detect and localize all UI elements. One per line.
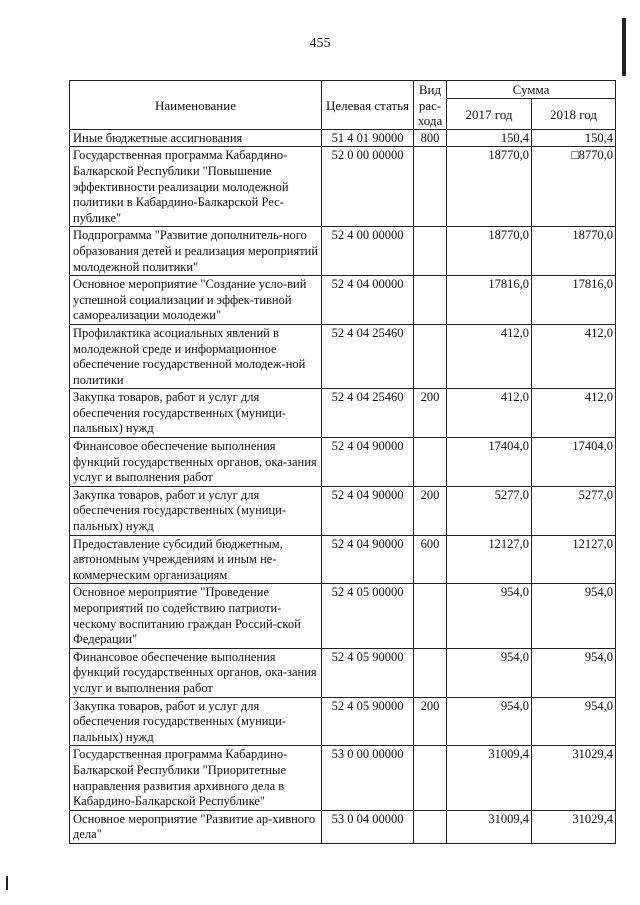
row-amount-2018: 5277,0 xyxy=(532,486,616,535)
row-amount-2017: 18770,0 xyxy=(447,147,532,227)
table-row xyxy=(70,147,616,227)
row-amount-2018: 954,0 xyxy=(532,584,616,648)
table-row xyxy=(70,438,616,487)
row-amount-2018: 12127,0 xyxy=(532,535,616,584)
row-name: Основное мероприятие "Создание усло-вий успешной социализации и эффек-тивной самореализации молодежи" xyxy=(70,276,322,325)
row-name: Закупка товаров, работ и услуг для обеспечения государственных (муници-пальных) нужд xyxy=(70,486,322,535)
row-name: Государственная программа Кабардино-Балкарской Республики "Повышение эффективности реализации молодежной политики в Кабардино-Балкарской Рес-публике" xyxy=(70,147,322,227)
row-name: Финансовое обеспечение выполнения функций государственных органов, ока-зания услуг и выполнения работ xyxy=(70,438,322,487)
row-target-code: 52 4 04 90000 xyxy=(322,486,414,535)
row-target-code: 52 4 04 90000 xyxy=(322,535,414,584)
table-row xyxy=(70,389,616,438)
header-code: Целевая статья xyxy=(322,81,414,130)
row-target-code: 52 4 05 90000 xyxy=(322,697,414,746)
row-expense-kind xyxy=(414,324,447,388)
row-amount-2018: 31029,4 xyxy=(532,746,616,810)
table-row xyxy=(70,227,616,276)
table-row xyxy=(70,746,616,810)
table-row xyxy=(70,324,616,388)
table-body xyxy=(70,129,616,843)
budget-table xyxy=(69,80,616,844)
header-name: Наименование xyxy=(70,81,322,130)
table-row xyxy=(70,129,616,147)
row-amount-2017: 412,0 xyxy=(447,324,532,388)
row-name: Предоставление субсидий бюджетным, автономным учреждениям и иным не-коммерческим организациям xyxy=(70,535,322,584)
row-expense-kind xyxy=(414,746,447,810)
row-amount-2017: 17404,0 xyxy=(447,438,532,487)
row-amount-2018: 954,0 xyxy=(532,648,616,697)
row-amount-2017: 954,0 xyxy=(447,697,532,746)
row-target-code: 52 4 04 90000 xyxy=(322,438,414,487)
row-target-code: 52 4 04 25460 xyxy=(322,324,414,388)
row-name: Основное мероприятие "Проведение мероприятий по содействию патриоти-ческому воспитанию граждан Россий-ской Федерации" xyxy=(70,584,322,648)
row-name: Финансовое обеспечение выполнения функций государственных органов, ока-зания услуг и выполнения работ xyxy=(70,648,322,697)
table-row xyxy=(70,810,616,843)
table-row xyxy=(70,584,616,648)
row-target-code: 53 0 00 00000 xyxy=(322,746,414,810)
row-expense-kind: 200 xyxy=(414,389,447,438)
row-expense-kind: 200 xyxy=(414,697,447,746)
row-target-code: 52 4 05 00000 xyxy=(322,584,414,648)
scan-edge-mark xyxy=(622,18,626,76)
row-name: Иные бюджетные ассигнования xyxy=(70,129,322,147)
table-row xyxy=(70,648,616,697)
row-amount-2018: 412,0 xyxy=(532,324,616,388)
row-amount-2017: 31009,4 xyxy=(447,746,532,810)
header-year-2017: 2017 год xyxy=(447,99,532,130)
header-year-2018: 2018 год xyxy=(532,99,616,130)
row-expense-kind xyxy=(414,584,447,648)
row-amount-2018: 17816,0 xyxy=(532,276,616,325)
row-expense-kind xyxy=(414,648,447,697)
row-expense-kind: 800 xyxy=(414,129,447,147)
row-name: Государственная программа Кабардино-Балкарской Республики "Приоритетные направления развития архивного дела в Кабардино-Балкарской Республике" xyxy=(70,746,322,810)
row-expense-kind xyxy=(414,276,447,325)
header-sum: Сумма xyxy=(447,81,616,99)
table-row xyxy=(70,486,616,535)
row-target-code: 52 0 00 00000 xyxy=(322,147,414,227)
table-row xyxy=(70,535,616,584)
row-expense-kind: 200 xyxy=(414,486,447,535)
row-amount-2018: 18770,0 xyxy=(532,227,616,276)
row-name: Профилактика асоциальных явлений в молодежной среде и информационное обеспечение государственной молодеж-ной политики xyxy=(70,324,322,388)
row-expense-kind: 600 xyxy=(414,535,447,584)
row-amount-2018: 954,0 xyxy=(532,697,616,746)
scan-edge-mark xyxy=(6,876,8,890)
row-name: Основное мероприятие "Развитие ар-хивного дела" xyxy=(70,810,322,843)
row-amount-2017: 12127,0 xyxy=(447,535,532,584)
row-amount-2017: 954,0 xyxy=(447,584,532,648)
row-target-code: 52 4 04 00000 xyxy=(322,276,414,325)
row-amount-2018: 17404,0 xyxy=(532,438,616,487)
row-amount-2017: 17816,0 xyxy=(447,276,532,325)
row-amount-2017: 150,4 xyxy=(447,129,532,147)
row-target-code: 52 4 04 25460 xyxy=(322,389,414,438)
table-row xyxy=(70,697,616,746)
table-header xyxy=(70,81,616,130)
row-name: Подпрограмма "Развитие дополнитель-ного образования детей и реализация мероприятий молодежной политики" xyxy=(70,227,322,276)
row-target-code: 53 0 04 00000 xyxy=(322,810,414,843)
page-number: 455 xyxy=(309,36,331,51)
row-expense-kind xyxy=(414,147,447,227)
row-amount-2018: 31029,4 xyxy=(532,810,616,843)
row-name: Закупка товаров, работ и услуг для обеспечения государственных (муници-пальных) нужд xyxy=(70,697,322,746)
row-expense-kind xyxy=(414,810,447,843)
row-amount-2018: □8770,0 xyxy=(532,147,616,227)
row-expense-kind xyxy=(414,438,447,487)
table-row xyxy=(70,276,616,325)
row-target-code: 52 4 05 90000 xyxy=(322,648,414,697)
row-target-code: 51 4 01 90000 xyxy=(322,129,414,147)
header-kind: Вид рас-хода xyxy=(414,81,447,130)
row-target-code: 52 4 00 00000 xyxy=(322,227,414,276)
row-amount-2017: 18770,0 xyxy=(447,227,532,276)
row-amount-2017: 5277,0 xyxy=(447,486,532,535)
row-amount-2017: 31009,4 xyxy=(447,810,532,843)
row-amount-2017: 954,0 xyxy=(447,648,532,697)
row-amount-2017: 412,0 xyxy=(447,389,532,438)
row-amount-2018: 412,0 xyxy=(532,389,616,438)
row-name: Закупка товаров, работ и услуг для обеспечения государственных (муници-пальных) нужд xyxy=(70,389,322,438)
row-amount-2018: 150,4 xyxy=(532,129,616,147)
row-expense-kind xyxy=(414,227,447,276)
